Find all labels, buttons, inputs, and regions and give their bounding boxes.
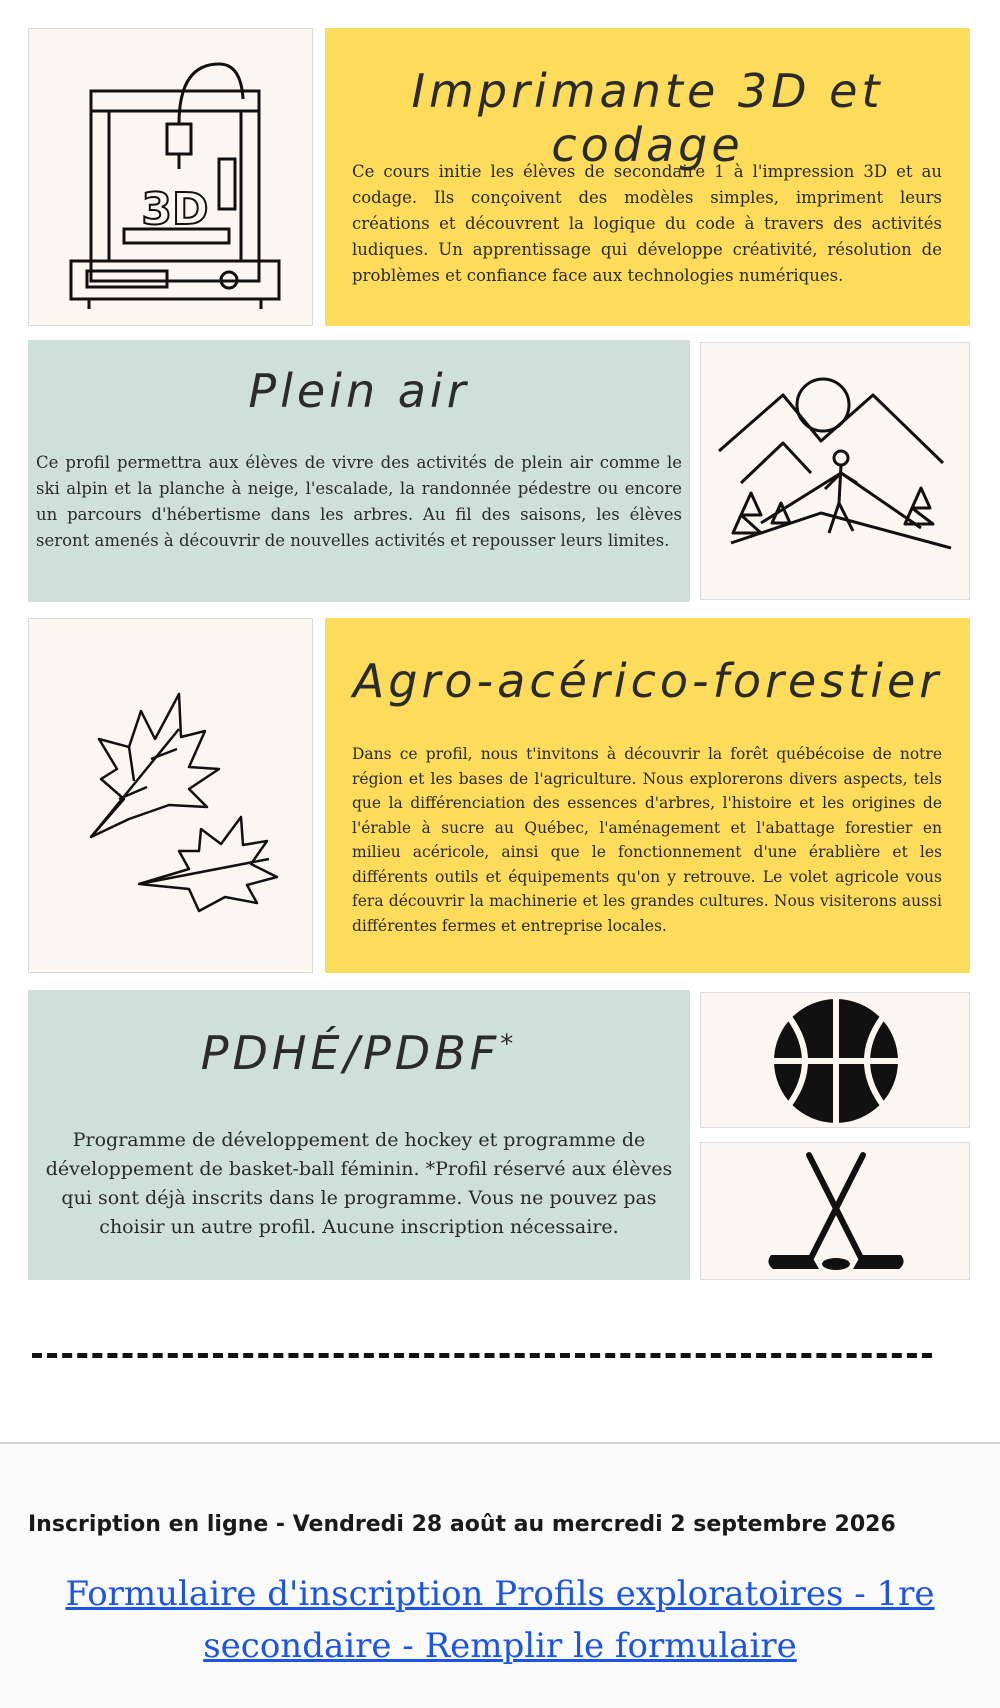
basketball-image-panel bbox=[700, 992, 970, 1128]
registration-form-link[interactable]: Formulaire d'inscription Profils exploratoires - 1re secondaire - Remplir le formulaire bbox=[65, 1574, 935, 1666]
basketball-icon bbox=[701, 993, 971, 1129]
section-title-mark: * bbox=[500, 1029, 518, 1060]
3d-printer-icon-text: 3D bbox=[141, 184, 209, 235]
section-description: Programme de développement de hockey et programme de développement de basket-ball féminin. *Profil réservé aux élèves qui sont déjà inscrits dans le programme. Vous ne pouvez pas choisir un autre profil. Aucune inscription nécessaire. bbox=[45, 1129, 673, 1238]
section-description: Ce profil permettra aux élèves de vivre des activités de plein air comme le ski alpin et la planche à neige, l'escalade, la randonnée pédestre ou encore un parcours d'hébertisme dans les arbres. Au fil des saisons, les élèves seront amenés à découvrir de nouvelles activités et repousser leurs limites. bbox=[36, 453, 682, 550]
section-title: Agro-acérico-forestier bbox=[352, 654, 943, 708]
section-title: Plein air bbox=[248, 364, 470, 418]
section-title: Imprimante 3D et codage bbox=[411, 64, 884, 172]
mountain-image-panel bbox=[700, 342, 970, 600]
hockey-image-panel bbox=[700, 1142, 970, 1280]
dashed-divider bbox=[32, 1353, 932, 1358]
hockey-sticks-icon bbox=[701, 1143, 971, 1281]
mountain-hiker-icon bbox=[701, 343, 971, 601]
section-description: Dans ce profil, nous t'invitons à découvrir la forêt québécoise de notre région et les bases de l'agriculture. Nous explorerons divers aspects, tels que la différenciation des essences d'arbres, l'histoire et les origines de l'érable à sucre au Québec, l'aménagement et l'abattage forestier en milieu acéricole, ainsi que le fonctionnement d'une érablière et les différents outils et équipements qu'on y retrouve. Le volet agricole vous fera découvrir la machinerie et les grandes cultures. Nous visiterons aussi différentes fermes et entreprise locales. bbox=[352, 745, 942, 935]
section-3d-printing bbox=[325, 28, 970, 326]
3d-printer-icon bbox=[29, 29, 314, 327]
section-title-text: PDHÉ/PDBF bbox=[200, 1026, 501, 1080]
registration-dates: Inscription en ligne - Vendredi 28 août au mercredi 2 septembre 2026 bbox=[28, 1512, 896, 1537]
section-agro bbox=[325, 618, 970, 973]
maple-leaves-icon bbox=[29, 619, 314, 974]
leaves-image-panel bbox=[28, 618, 313, 973]
section-description: Ce cours initie les élèves de secondaire 1 à l'impression 3D et au codage. Ils conçoivent des modèles simples, impriment leurs créations et découvrent la logique du code à travers des activités ludiques. Un apprentissage qui développe créativité, résolution de problèmes et confiance face aux technologies numériques. bbox=[352, 162, 942, 285]
printer-image-panel bbox=[28, 28, 313, 326]
section-title bbox=[28, 1026, 690, 1080]
section-pdhe-pdbf bbox=[28, 990, 690, 1280]
section-plein-air bbox=[28, 340, 690, 602]
